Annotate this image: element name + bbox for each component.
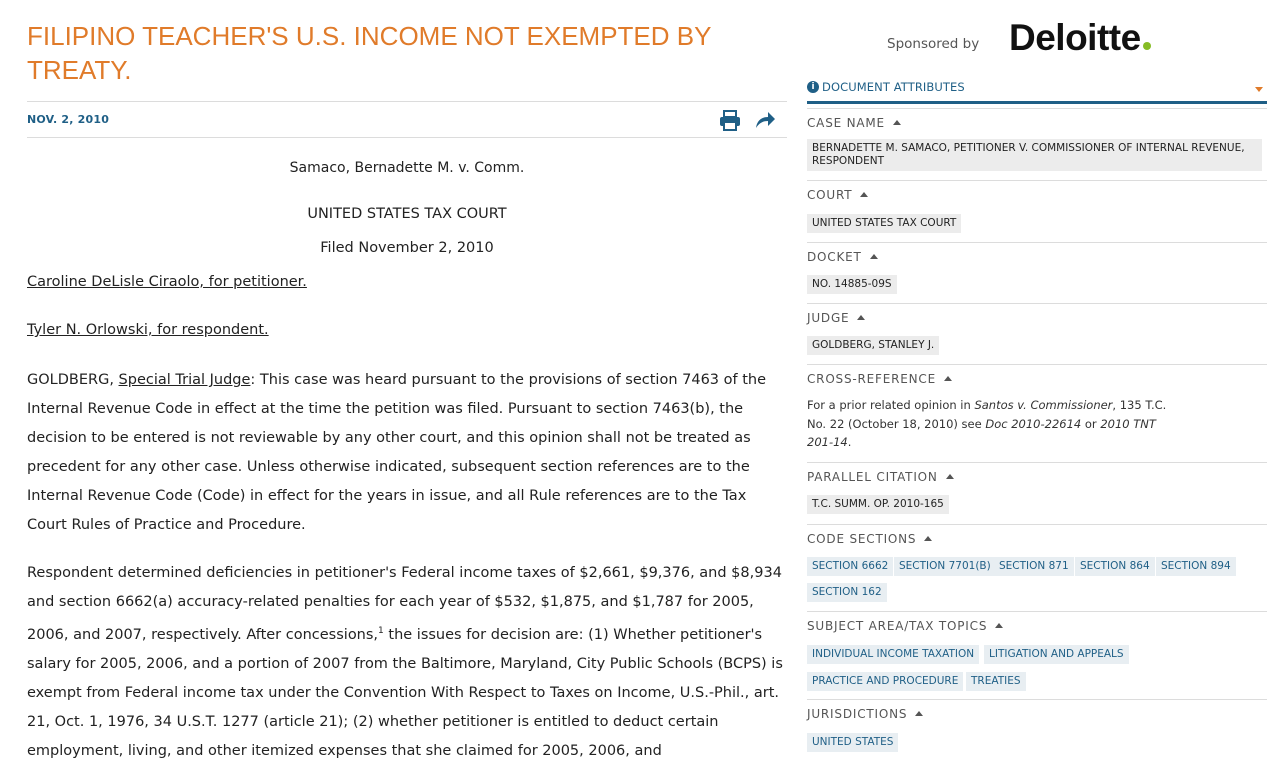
subject-area-tag[interactable]: LITIGATION AND APPEALS — [984, 645, 1129, 664]
attr-court-label[interactable]: COURT — [807, 188, 868, 202]
attr-code-sections-label[interactable]: CODE SECTIONS — [807, 532, 932, 546]
code-section-tag[interactable]: SECTION 7701(B) — [894, 557, 996, 576]
attr-code-sections — [807, 524, 1267, 611]
case-caption: Samaco, Bernadette M. v. Comm. — [289, 160, 525, 176]
deloitte-logo-text: Deloitte — [1009, 17, 1141, 58]
attr-judge — [807, 303, 1267, 364]
caret-up-icon — [924, 536, 932, 541]
share-arrow-icon[interactable] — [754, 109, 776, 131]
attr-docket — [807, 242, 1267, 303]
attr-case-name-value: BERNADETTE M. SAMACO, PETITIONER V. COMMISSIONER OF INTERNAL REVENUE, RESPONDENT — [807, 139, 1262, 171]
attr-cross-reference-label[interactable]: CROSS-REFERENCE — [807, 372, 952, 386]
cross-reference-text: For a prior related opinion in Santos v. Commissioner, 135 T.C. No. 22 (October 18, 2010) see Doc 2010-22614 or 2010 TNT 201-14. — [807, 398, 1167, 449]
collapse-caret-icon[interactable] — [1255, 87, 1263, 92]
judge-name: GOLDBERG, — [27, 372, 119, 388]
cross-reference-case: Santos v. Commissioner — [974, 398, 1113, 412]
jurisdiction-tag[interactable]: UNITED STATES — [807, 733, 898, 752]
attr-subject-area-label[interactable]: SUBJECT AREA/TAX TOPICS — [807, 619, 1003, 633]
attr-docket-label[interactable]: DOCKET — [807, 250, 878, 264]
attr-judge-value: GOLDBERG, STANLEY J. — [807, 336, 939, 355]
code-section-tag[interactable]: SECTION 871 — [994, 557, 1074, 576]
caret-up-icon — [915, 711, 923, 716]
attr-court-value: UNITED STATES TAX COURT — [807, 214, 961, 233]
subject-area-tag[interactable]: TREATIES — [966, 672, 1026, 691]
counsel-respondent-link[interactable]: Tyler N. Orlowski, for respondent. — [27, 322, 269, 338]
attr-court — [807, 180, 1267, 242]
court-heading: UNITED STATES TAX COURT — [307, 206, 507, 222]
caret-up-icon — [946, 474, 954, 479]
attr-cross-reference — [807, 364, 1267, 462]
logo-dot-icon — [1143, 42, 1151, 50]
paragraph-1-text: : This case was heard pursuant to the provisions of section 7463 of the Internal Revenue Code in effect at the time the petition was filed. Pursuant to section 7463(b), the decision to be entered is not reviewable by any other court, and this opinion shall not be treated as precedent for any other case. Unless otherwise indicated, subsequent section references are to the Internal Revenue Code (Code) in effect for the years in issue, and all Rule references are to the Tax Court Rules of Practice and Procedure. — [27, 372, 767, 533]
special-trial-judge-link[interactable]: Special Trial Judge — [118, 372, 251, 388]
cross-reference-tnt: 2010 TNT 201-14 — [807, 416, 1156, 449]
opinion-paragraph-1 — [27, 366, 789, 540]
attr-subject-area — [807, 611, 1267, 699]
subject-area-tag[interactable]: INDIVIDUAL INCOME TAXATION — [807, 645, 979, 664]
deloitte-logo[interactable] — [1009, 18, 1151, 58]
code-section-tag[interactable]: SECTION 6662 — [807, 557, 893, 576]
caret-up-icon — [857, 315, 865, 320]
printer-icon[interactable] — [719, 109, 741, 131]
caret-up-icon — [995, 623, 1003, 628]
caret-up-icon — [944, 376, 952, 381]
sponsored-by-label: Sponsored by — [887, 36, 980, 52]
article-title: FILIPINO TEACHER'S U.S. INCOME NOT EXEMPTED BY TREATY. — [27, 21, 711, 85]
attr-case-name — [807, 108, 1267, 180]
code-section-tag[interactable]: SECTION 864 — [1075, 557, 1155, 576]
attr-parallel-citation-value: T.C. SUMM. OP. 2010-165 — [807, 495, 949, 514]
attr-jurisdictions — [807, 699, 1267, 771]
document-attributes-title: DOCUMENT ATTRIBUTES — [822, 80, 965, 94]
caret-up-icon — [860, 192, 868, 197]
attr-docket-value: NO. 14885-09S — [807, 275, 897, 294]
caret-up-icon — [870, 254, 878, 259]
footnote-1-link[interactable]: 1 — [378, 626, 384, 636]
paragraph-2-text-after: the issues for decision are: (1) Whether petitioner's salary for 2005, 2006, and a portion of 2007 from the Baltimore, Maryland, City Public Schools (BCPS) is exempt from Federal income tax under the Convention With Respect to Taxes on Income, U.S.-Phil., art. 21, Oct. 1, 1976, 34 U.S.T. 1277 (article 21); (2) whether petitioner is entitled to deduct certain employment, living, and other itemized expenses that she claimed for 2005, 2006, and — [27, 626, 783, 759]
article-date: NOV. 2, 2010 — [27, 113, 110, 126]
article-meta-bar — [27, 101, 787, 138]
code-section-tag[interactable]: SECTION 894 — [1156, 557, 1236, 576]
attr-jurisdictions-label[interactable]: JURISDICTIONS — [807, 707, 923, 721]
caret-up-icon — [893, 120, 901, 125]
attr-parallel-citation — [807, 462, 1267, 524]
info-icon: i — [807, 81, 819, 93]
paragraph-2-text-before: Respondent determined deficiencies in petitioner's Federal income taxes of $2,661, $9,376, and $8,934 and section 6662(a) accuracy-related penalties for each year of $532, $1,875, and $1,787 for 2005, 2006, and 2007, respectively. After concessions, — [27, 565, 782, 643]
code-section-tag[interactable]: SECTION 162 — [807, 583, 887, 602]
counsel-petitioner-link[interactable]: Caroline DeLisle Ciraolo, for petitioner. — [27, 274, 307, 290]
document-attributes-header[interactable] — [807, 78, 1267, 104]
attr-parallel-citation-label[interactable]: PARALLEL CITATION — [807, 470, 954, 484]
filed-date: Filed November 2, 2010 — [320, 240, 494, 256]
attr-judge-label[interactable]: JUDGE — [807, 311, 865, 325]
opinion-paragraph-2 — [27, 559, 789, 766]
subject-area-tag[interactable]: PRACTICE AND PROCEDURE — [807, 672, 963, 691]
cross-reference-doc: Doc 2010-22614 — [985, 416, 1082, 431]
attr-case-name-label[interactable]: CASE NAME — [807, 116, 901, 130]
